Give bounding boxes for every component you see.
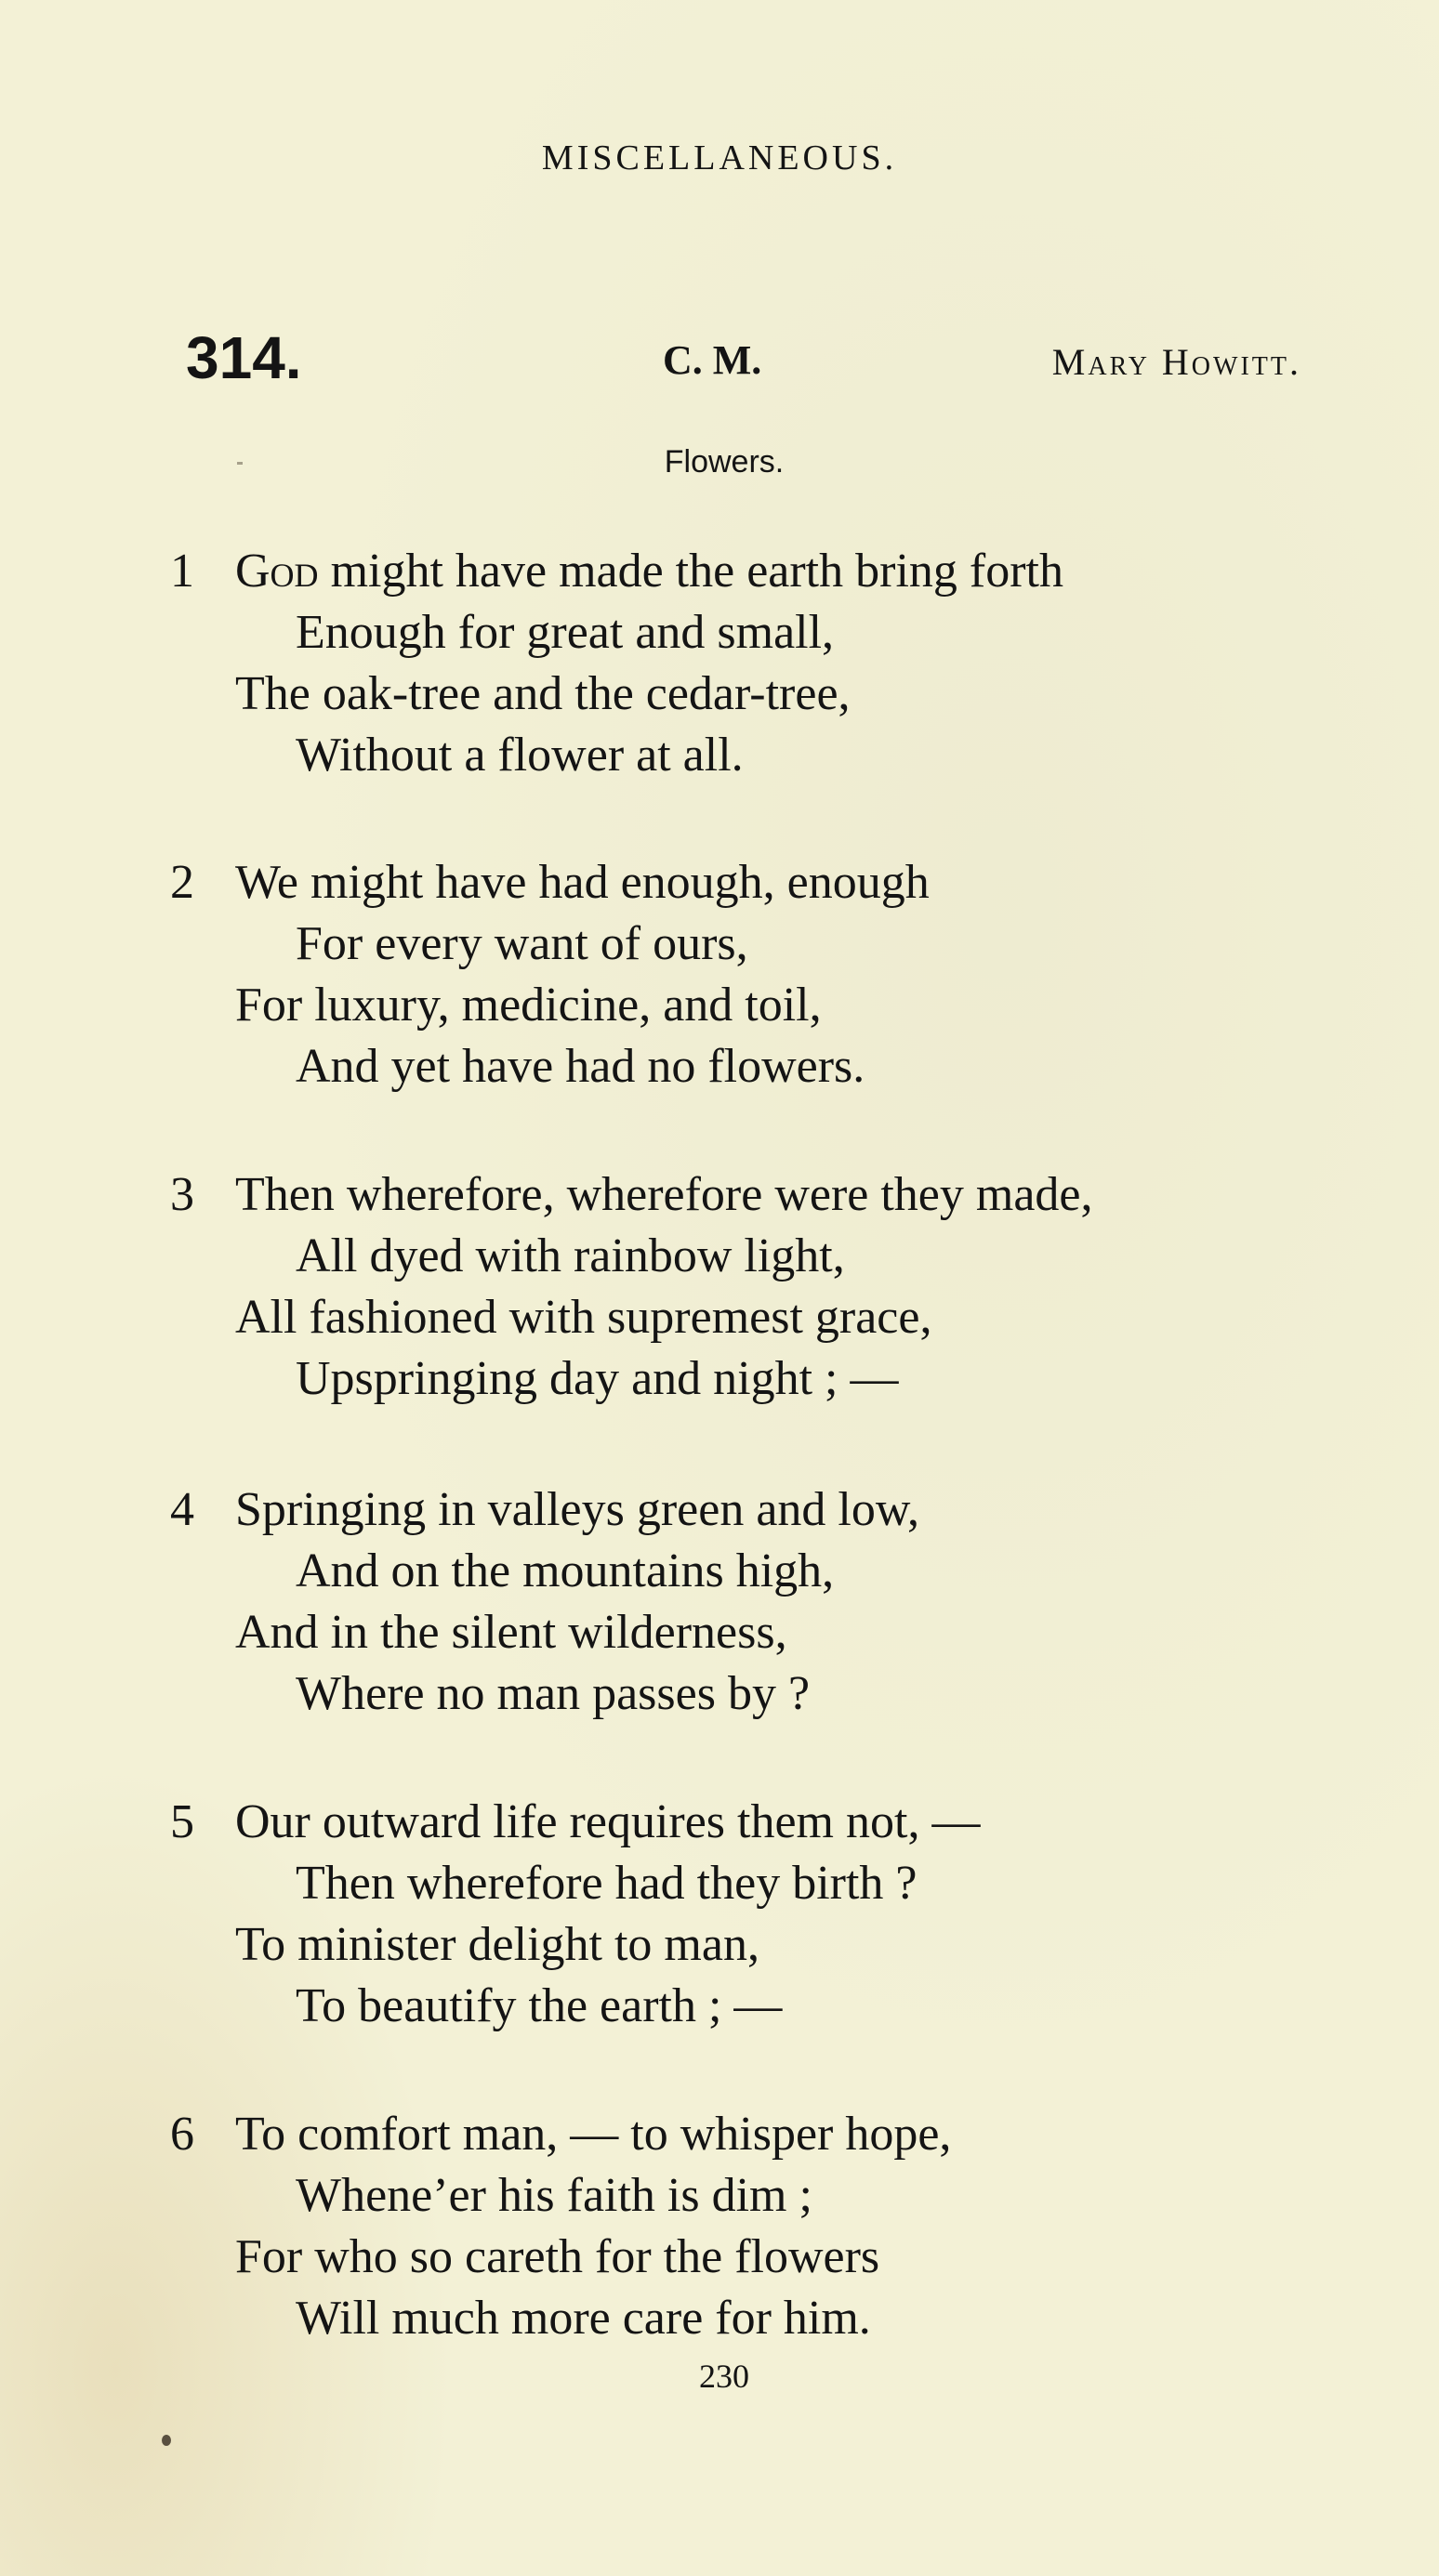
stanza-4 <box>170 1479 1379 1725</box>
verse-line-text: To comfort man, — to whisper hope, <box>235 2108 952 2161</box>
hymn-subtitle: Flowers. <box>664 444 785 480</box>
verse-line <box>170 1226 1379 1287</box>
stanza-2 <box>170 852 1379 1097</box>
verse-line-text: And yet have had no flowers. <box>296 1040 865 1093</box>
verse-line <box>170 852 1379 913</box>
verse-line-text: Will much more care for him. <box>296 2292 871 2345</box>
verse-line <box>170 2104 1379 2165</box>
verse-line-text: And in the silent wilderness, <box>235 1606 787 1659</box>
verse-line-rest: might have made the earth bring forth <box>318 545 1063 598</box>
stanza-5 <box>170 1792 1379 2037</box>
verse-line-text <box>235 541 1063 602</box>
verse-line <box>170 1914 1379 1976</box>
verse-line-text: All dyed with rainbow light, <box>296 1229 845 1282</box>
verse-line-text: Whene’er his faith is dim ; <box>296 2169 812 2222</box>
stanza-6 <box>170 2104 1379 2349</box>
verse-line <box>170 1853 1379 1914</box>
verse-line-text: Springing in valleys green and low, <box>235 1483 920 1536</box>
verse-line-text: The oak-tree and the cedar-tree, <box>235 667 851 720</box>
verse-line <box>170 2165 1379 2227</box>
hymn-author: Mary Howitt. <box>1051 341 1301 383</box>
stanza-number: 4 <box>170 1483 194 1536</box>
verse-line <box>170 2288 1379 2349</box>
verse-line-text: Our outward life requires them not, — <box>235 1795 981 1848</box>
stanza-3 <box>170 1164 1379 1410</box>
verse-line <box>170 1602 1379 1663</box>
stanza-number: 2 <box>170 856 194 909</box>
verse-line-text: For who so careth for the flowers <box>235 2230 880 2283</box>
stanza-number: 1 <box>170 545 194 598</box>
verse-line <box>170 913 1379 975</box>
stanza-number: 6 <box>170 2108 194 2161</box>
verse-line-text: We might have had enough, enough <box>235 856 930 909</box>
verse-line <box>170 1287 1379 1348</box>
stanza-1 <box>170 541 1379 786</box>
verse-line-text: Without a flower at all. <box>296 729 744 782</box>
verse-line-text: And on the mountains high, <box>296 1544 835 1597</box>
verse-line <box>170 975 1379 1036</box>
verse-line-text: Then wherefore, wherefore were they made, <box>235 1168 1093 1221</box>
verse-line <box>170 1036 1379 1097</box>
hymn-number: 314. <box>186 324 302 391</box>
verse-line-text: To beautify the earth ; — <box>296 1979 783 2032</box>
verse-line-text: Enough for great and small, <box>296 606 835 659</box>
verse-line <box>170 1541 1379 1602</box>
verse-line <box>170 1976 1379 2037</box>
verse-line <box>170 725 1379 786</box>
verse-line-text: Upspringing day and night ; — <box>296 1352 899 1405</box>
verse-line <box>170 1792 1379 1853</box>
running-head: MISCELLANEOUS. <box>541 138 898 177</box>
stanza-number: 3 <box>170 1168 194 1221</box>
verse-line-text: To minister delight to man, <box>235 1918 759 1971</box>
hymn-meter: C. M. <box>663 337 762 383</box>
verse-line <box>170 1348 1379 1410</box>
verse-line <box>170 664 1379 725</box>
ink-speck <box>237 462 243 465</box>
hymn-header <box>186 323 1301 398</box>
stanza-number: 5 <box>170 1795 194 1848</box>
page-number: 230 <box>699 2358 749 2395</box>
verse-first-word: God <box>235 545 319 598</box>
verse-line-text: Then wherefore had they birth ? <box>296 1857 918 1910</box>
verse-line <box>170 1164 1379 1226</box>
verse-line-text: All fashioned with supremest grace, <box>235 1291 932 1344</box>
verse-line <box>170 2227 1379 2288</box>
ink-speck <box>162 2435 171 2446</box>
verse-line <box>170 1663 1379 1725</box>
verse-line <box>170 1479 1379 1541</box>
verse-line-text: Where no man passes by ? <box>296 1667 811 1720</box>
verse-line-text: For luxury, medicine, and toil, <box>235 979 822 1032</box>
verse-line <box>170 602 1379 664</box>
verse-line-text: For every want of ours, <box>296 917 748 970</box>
verse-line <box>170 541 1379 602</box>
